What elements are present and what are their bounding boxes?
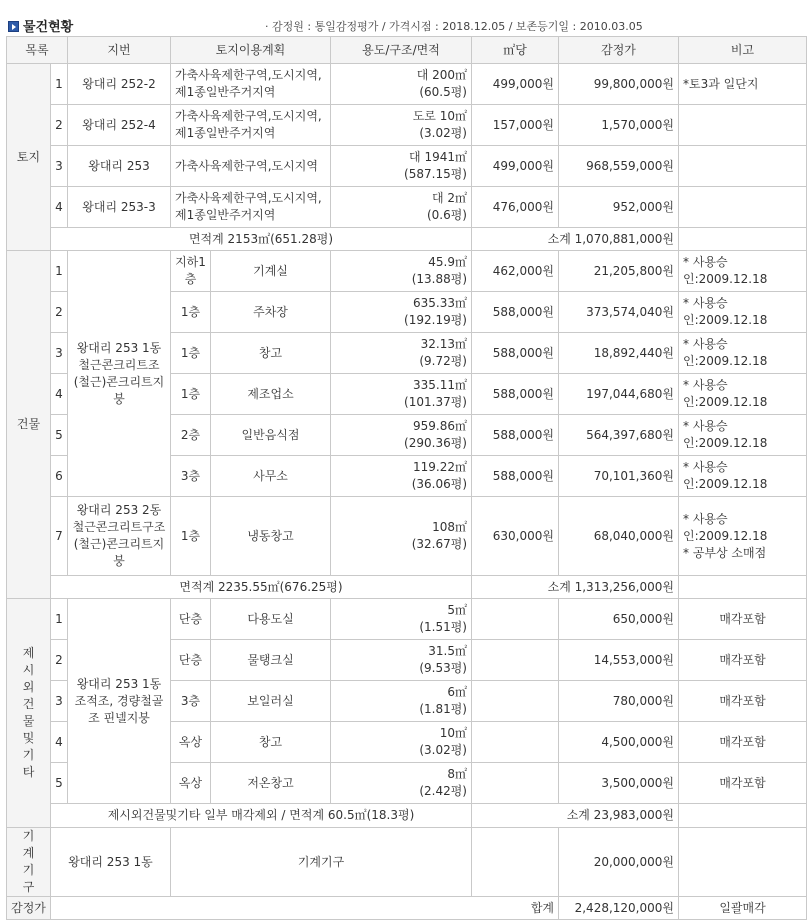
- value-line: 119.22㎡: [413, 460, 467, 474]
- group-label-land: 토지: [7, 64, 51, 251]
- unit-price-cell: 499,000원: [472, 64, 559, 105]
- unit-price-cell: 588,000원: [472, 333, 559, 374]
- note-line: * 사용승: [683, 511, 728, 526]
- note-line: 인:2009.12.18: [683, 354, 768, 368]
- empty-cell: [472, 722, 559, 763]
- use-cell: 창고: [211, 333, 331, 374]
- appraisal-price-cell: 3,500,000원: [559, 763, 679, 804]
- subtotal-row: [7, 804, 807, 828]
- lot-cell: 왕대리 253 1동 철근콘크리트조 (철근)콘크리트지붕: [68, 251, 171, 497]
- note-line: 인:2009.12.18: [683, 272, 768, 286]
- value-subline: (13.88평): [411, 272, 467, 286]
- note-line: * 사용승: [683, 460, 728, 474]
- appraisal-price-cell: 650,000원: [559, 599, 679, 640]
- group-label-appraisal: 감정가: [7, 897, 51, 920]
- section-title: [8, 16, 73, 35]
- unit-price-cell: 588,000원: [472, 374, 559, 415]
- appraisal-price-cell: 14,553,000원: [559, 640, 679, 681]
- value-subline: (36.06평): [411, 477, 467, 491]
- appraisal-price-cell: 68,040,000원: [559, 497, 679, 576]
- use-cell: 다용도실: [211, 599, 331, 640]
- use-cell: 제조업소: [211, 374, 331, 415]
- row-number: 4: [51, 374, 68, 415]
- value-subline: (9.72평): [419, 354, 467, 368]
- total-price-cell: 2,428,120,000원: [559, 897, 679, 920]
- value-line: 45.9㎡: [428, 255, 467, 269]
- area-total-cell: 면적계 2153㎡(651.28평): [51, 228, 472, 251]
- subtotal-row: [7, 228, 807, 251]
- note-cell: 일괄매각: [679, 897, 807, 920]
- value-subline: (32.67평): [411, 537, 467, 551]
- table-row: [7, 599, 807, 640]
- area-cell: [331, 251, 472, 292]
- note-cell: *토3과 일단지: [679, 64, 807, 105]
- empty-cell: [679, 228, 807, 251]
- row-number: 1: [51, 599, 68, 640]
- appraisal-price-cell: 18,892,440원: [559, 333, 679, 374]
- floor-cell: 지하1층: [171, 251, 211, 292]
- table-row: [7, 64, 807, 105]
- value-line: 도로 10㎡: [412, 109, 467, 123]
- value-line: 6㎡: [447, 685, 467, 699]
- section-title-text: 물건현황: [23, 20, 74, 35]
- floor-cell: 옥상: [171, 763, 211, 804]
- note-line: 인:2009.12.18: [683, 477, 768, 491]
- row-number: 3: [51, 333, 68, 374]
- empty-cell: [472, 763, 559, 804]
- unit-price-cell: 157,000원: [472, 105, 559, 146]
- row-number: 1: [51, 64, 68, 105]
- col-header-area: 용도/구조/면적: [331, 37, 472, 64]
- empty-cell: [679, 576, 807, 599]
- group-label-machine: 기계기구: [7, 828, 51, 897]
- table-row: [7, 146, 807, 187]
- value-subline: (60.5평): [419, 85, 467, 99]
- note-cell: 매각포함: [679, 599, 807, 640]
- empty-cell: [679, 804, 807, 828]
- area-cell: [331, 333, 472, 374]
- table-header-row: [7, 37, 807, 64]
- value-subline: (3.02평): [419, 126, 467, 140]
- area-cell: [331, 497, 472, 576]
- area-total-cell: 제시외건물및기타 일부 매각제외 / 면적계 60.5㎡(18.3평): [51, 804, 472, 828]
- use-cell: 일반음식점: [211, 415, 331, 456]
- area-cell: [331, 415, 472, 456]
- total-label-cell: 합계: [51, 897, 559, 920]
- row-number: 3: [51, 681, 68, 722]
- col-header-lot: 지번: [68, 37, 171, 64]
- area-cell: [331, 105, 472, 146]
- note-cell: 매각포함: [679, 640, 807, 681]
- note-line: 인:2009.12.18: [683, 395, 768, 409]
- lot-cell: 왕대리 253 1동 조적조, 경량철골조 핀넬지붕: [68, 599, 171, 804]
- col-header-note: 비고: [679, 37, 807, 64]
- value-subline: (290.36평): [404, 436, 467, 450]
- unit-price-cell: 476,000원: [472, 187, 559, 228]
- value-line: 10㎡: [439, 726, 467, 740]
- lot-cell: 왕대리 253 2동 철근콘크리트구조 (철근)콘크리트지붕: [68, 497, 171, 576]
- appraisal-price-cell: 564,397,680원: [559, 415, 679, 456]
- value-subline: (0.6평): [426, 208, 467, 222]
- arrow-bullet-icon: [8, 21, 19, 32]
- appraisal-price-cell: 373,574,040원: [559, 292, 679, 333]
- unit-price-cell: 588,000원: [472, 292, 559, 333]
- value-line: 32.13㎡: [420, 337, 467, 351]
- value-subline: (1.51평): [419, 620, 467, 634]
- use-cell: 사무소: [211, 456, 331, 497]
- note-cell: [679, 292, 807, 333]
- note-cell: 매각포함: [679, 722, 807, 763]
- value-line: 635.33㎡: [413, 296, 467, 310]
- area-cell: [331, 187, 472, 228]
- unit-price-cell: 462,000원: [472, 251, 559, 292]
- table-row: [7, 251, 807, 292]
- note-line: * 사용승: [683, 337, 728, 351]
- land-plan-cell: 가축사육제한구역,도시지역,제1종일반주거지역: [171, 187, 331, 228]
- note-line: * 사용승: [683, 378, 728, 392]
- floor-cell: 단층: [171, 640, 211, 681]
- use-cell: 기계실: [211, 251, 331, 292]
- value-line: 대 200㎡: [416, 68, 467, 82]
- note-line: * 사용승: [683, 419, 728, 433]
- appraisal-price-cell: 197,044,680원: [559, 374, 679, 415]
- appraisal-price-cell: 21,205,800원: [559, 251, 679, 292]
- floor-cell: 3층: [171, 456, 211, 497]
- note-cell: [679, 333, 807, 374]
- empty-cell: [472, 640, 559, 681]
- row-number: 2: [51, 292, 68, 333]
- unit-price-cell: 499,000원: [472, 146, 559, 187]
- value-line: 5㎡: [447, 603, 467, 617]
- empty-cell: [472, 599, 559, 640]
- value-subline: (3.02평): [419, 743, 467, 757]
- appraisal-price-cell: 20,000,000원: [559, 828, 679, 897]
- use-cell: 저온창고: [211, 763, 331, 804]
- note-cell: [679, 187, 807, 228]
- value-line: 108㎡: [432, 520, 467, 534]
- note-cell: [679, 251, 807, 292]
- section-header: [0, 0, 809, 34]
- floor-cell: 2층: [171, 415, 211, 456]
- area-cell: [331, 722, 472, 763]
- note-cell: 매각포함: [679, 763, 807, 804]
- area-cell: [331, 64, 472, 105]
- col-header-list: 목록: [7, 37, 68, 64]
- note-cell: [679, 415, 807, 456]
- note-line: 인:2009.12.18: [683, 528, 768, 543]
- value-subline: (587.15평): [404, 167, 467, 181]
- use-cell: 물탱크실: [211, 640, 331, 681]
- area-cell: [331, 456, 472, 497]
- row-number: 4: [51, 187, 68, 228]
- area-cell: [331, 763, 472, 804]
- area-cell: [331, 640, 472, 681]
- value-subline: (2.42평): [419, 784, 467, 798]
- area-cell: [331, 292, 472, 333]
- use-cell: 창고: [211, 722, 331, 763]
- use-cell: 기계기구: [171, 828, 472, 897]
- lot-cell: 왕대리 252-2: [68, 64, 171, 105]
- note-line: * 사용승: [683, 255, 728, 269]
- property-status-table: [6, 36, 807, 920]
- appraisal-price-cell: 1,570,000원: [559, 105, 679, 146]
- floor-cell: 1층: [171, 292, 211, 333]
- note-cell: 매각포함: [679, 681, 807, 722]
- value-line: 대 2㎡: [431, 191, 467, 205]
- row-number: 1: [51, 251, 68, 292]
- note-line: 인:2009.12.18: [683, 436, 768, 450]
- value-line: 대 1941㎡: [409, 150, 467, 164]
- empty-cell: [679, 828, 807, 897]
- floor-cell: 1층: [171, 333, 211, 374]
- appraisal-price-cell: 99,800,000원: [559, 64, 679, 105]
- value-line: 31.5㎡: [428, 644, 467, 658]
- area-cell: [331, 599, 472, 640]
- area-cell: [331, 681, 472, 722]
- lot-cell: 왕대리 253-3: [68, 187, 171, 228]
- table-row: [7, 497, 807, 576]
- floor-cell: 단층: [171, 599, 211, 640]
- note-cell: [679, 374, 807, 415]
- floor-cell: 1층: [171, 374, 211, 415]
- note-line: * 사용승: [683, 296, 728, 310]
- area-cell: [331, 146, 472, 187]
- value-line: 335.11㎡: [413, 378, 467, 392]
- area-total-cell: 면적계 2235.55㎡(676.25평): [51, 576, 472, 599]
- unit-price-cell: 588,000원: [472, 415, 559, 456]
- note-cell: [679, 105, 807, 146]
- note-cell: [679, 497, 807, 576]
- col-header-price: 감정가: [559, 37, 679, 64]
- floor-cell: 옥상: [171, 722, 211, 763]
- row-number: 7: [51, 497, 68, 576]
- value-subline: (192.19평): [404, 313, 467, 327]
- table-row: [7, 105, 807, 146]
- appraisal-price-cell: 70,101,360원: [559, 456, 679, 497]
- col-header-landuse: 토지이용계획: [171, 37, 331, 64]
- row-number: 3: [51, 146, 68, 187]
- table-row: [7, 828, 807, 897]
- value-line: 8㎡: [447, 767, 467, 781]
- row-number: 2: [51, 105, 68, 146]
- value-subline: (1.81평): [419, 702, 467, 716]
- value-subline: (9.53평): [419, 661, 467, 675]
- row-number: 2: [51, 640, 68, 681]
- col-header-unit: ㎡당: [472, 37, 559, 64]
- subtotal-cell: 소계 1,313,256,000원: [472, 576, 679, 599]
- subtotal-cell: 소계 23,983,000원: [472, 804, 679, 828]
- row-number: 5: [51, 415, 68, 456]
- note-line: 인:2009.12.18: [683, 313, 768, 327]
- use-cell: 보일러실: [211, 681, 331, 722]
- lot-cell: 왕대리 253 1동: [51, 828, 171, 897]
- row-number: 5: [51, 763, 68, 804]
- floor-cell: 1층: [171, 497, 211, 576]
- appraisal-price-cell: 952,000원: [559, 187, 679, 228]
- empty-cell: [472, 681, 559, 722]
- value-subline: (101.37평): [404, 395, 467, 409]
- unit-price-cell: 588,000원: [472, 456, 559, 497]
- table-row: [7, 187, 807, 228]
- group-label-building: 건물: [7, 251, 51, 599]
- land-plan-cell: 가축사육제한구역,도시지역: [171, 146, 331, 187]
- value-line: 959.86㎡: [413, 419, 467, 433]
- empty-cell: [472, 828, 559, 897]
- subtotal-cell: 소계 1,070,881,000원: [472, 228, 679, 251]
- appraisal-price-cell: 780,000원: [559, 681, 679, 722]
- note-cell: [679, 456, 807, 497]
- note-line: * 공부상 소매점: [683, 545, 767, 560]
- group-label-extra: 제시외건물및기타: [7, 599, 51, 828]
- land-plan-cell: 가축사육제한구역,도시지역,제1종일반주거지역: [171, 64, 331, 105]
- row-number: 6: [51, 456, 68, 497]
- note-cell: [679, 146, 807, 187]
- land-plan-cell: 가축사육제한구역,도시지역,제1종일반주거지역: [171, 105, 331, 146]
- use-cell: 냉동창고: [211, 497, 331, 576]
- appraisal-meta: · 감정원 : 통일감정평가 / 가격시점 : 2018.12.05 / 보존등기일 : 2010.03.05: [265, 20, 643, 33]
- total-row: [7, 897, 807, 920]
- lot-cell: 왕대리 253: [68, 146, 171, 187]
- area-cell: [331, 374, 472, 415]
- use-cell: 주차장: [211, 292, 331, 333]
- subtotal-row: [7, 576, 807, 599]
- unit-price-cell: 630,000원: [472, 497, 559, 576]
- appraisal-price-cell: 968,559,000원: [559, 146, 679, 187]
- lot-cell: 왕대리 252-4: [68, 105, 171, 146]
- appraisal-price-cell: 4,500,000원: [559, 722, 679, 763]
- row-number: 4: [51, 722, 68, 763]
- floor-cell: 3층: [171, 681, 211, 722]
